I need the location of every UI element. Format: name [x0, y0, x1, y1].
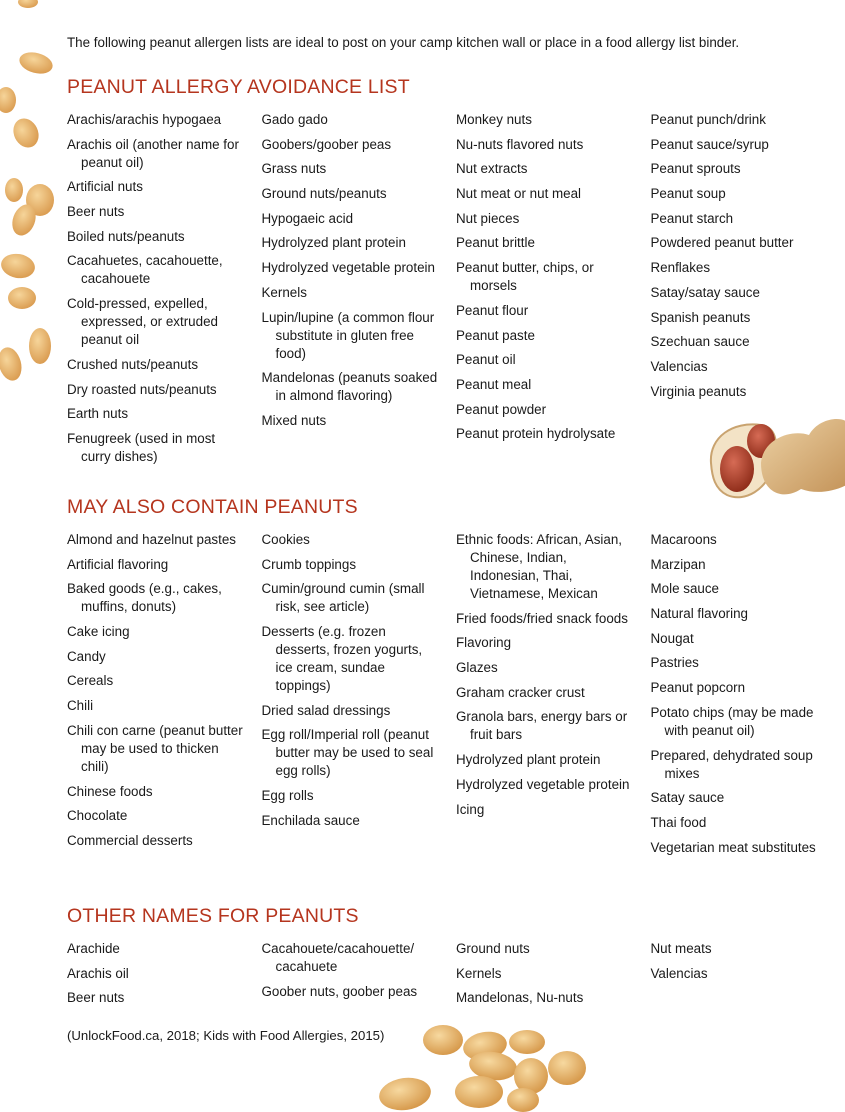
other-names-list [67, 940, 845, 1014]
list-item: Cereals [67, 673, 114, 689]
list-item: Earth nuts [67, 406, 129, 422]
list-item: Dried salad dressings [261, 702, 391, 718]
list-item: Spanish peanuts [650, 309, 751, 325]
list-item: Boiled nuts/peanuts [67, 228, 185, 244]
list-item: Chili [67, 698, 94, 714]
list-item: Vegetarian meat substitutes [650, 839, 816, 855]
heading-other-names: OTHER NAMES FOR PEANUTS [67, 905, 359, 927]
list-item: Egg roll/Imperial roll (peanut butter may be used to seal egg rolls) [261, 727, 434, 779]
list-item: Satay sauce [650, 790, 725, 806]
list-item: Peanut meal [456, 376, 532, 392]
list-item: Ethnic foods: African, Asian, Chinese, Indian, Indonesian, Thai, Vietnamese, Mexican [456, 532, 622, 601]
list-item: Egg rolls [261, 788, 314, 804]
list-item: Mandelonas (peanuts soaked in almond flavoring) [261, 370, 438, 404]
may-contain-column-2 [262, 531, 457, 863]
list-item: Cookies [261, 532, 310, 547]
list-item: Candy [67, 648, 106, 664]
list-item: Baked goods (e.g., cakes, muffins, donuts) [67, 581, 222, 615]
list-item: Macaroons [650, 532, 717, 547]
list-item: Valencias [650, 965, 708, 981]
list-item: Beer nuts [67, 204, 125, 220]
list-item: Chocolate [67, 808, 128, 824]
list-item: Cold-pressed, expelled, expressed, or extruded peanut oil [67, 296, 218, 348]
list-item: Chili con carne (peanut butter may be used to thicken chili) [67, 722, 243, 774]
list-item: Thai food [650, 814, 707, 830]
list-item: Grass nuts [261, 161, 327, 177]
list-item: Commercial desserts [67, 832, 193, 848]
list-item: Natural flavoring [650, 606, 749, 622]
intro-text: The following peanut allergen lists are ideal to post on your camp kitchen wall or place in a food allergy list binder. [67, 35, 740, 50]
list-item: Peanut oil [456, 352, 516, 368]
list-item: Peanut sauce/syrup [650, 136, 769, 152]
list-item: Arachis oil [67, 965, 129, 981]
avoidance-column-2 [262, 111, 457, 473]
list-item: Marzipan [650, 556, 706, 572]
list-item: Peanut punch/drink [650, 112, 766, 127]
list-item: Peanut paste [456, 327, 535, 343]
peanut-half-icon [377, 1025, 586, 1112]
list-item: Ground nuts [456, 941, 530, 956]
list-item: Cacahouete/cacahouette/ cacahuete [261, 941, 415, 974]
list-item: Prepared, dehydrated soup mixes [650, 747, 813, 781]
list-item: Potato chips (may be made with peanut oil) [650, 704, 814, 738]
avoidance-column-1 [67, 111, 262, 473]
list-item: Valencias [650, 358, 708, 374]
list-item: Pastries [650, 655, 699, 671]
list-item: Nut meat or nut meal [456, 186, 582, 202]
list-item: Peanut soup [650, 186, 726, 202]
list-item: Kernels [261, 284, 307, 300]
citation: (UnlockFood.ca, 2018; Kids with Food Allergies, 2015) [67, 1028, 385, 1043]
list-item: Hydrolyzed vegetable protein [261, 260, 435, 276]
list-item: Icing [456, 801, 485, 817]
list-item: Fried foods/fried snack foods [456, 610, 628, 626]
list-item: Enchilada sauce [261, 812, 360, 828]
avoidance-column-3 [456, 111, 651, 473]
list-item: Szechuan sauce [650, 334, 750, 350]
list-item: Peanut butter, chips, or morsels [456, 260, 594, 294]
list-item: Goober nuts, goober peas [261, 983, 418, 999]
list-item: Hydrolyzed vegetable protein [456, 776, 630, 792]
list-item: Arachis oil (another name for peanut oil) [67, 136, 239, 170]
other-names-column-3 [456, 940, 651, 1014]
list-item: Cumin/ground cumin (small risk, see article) [261, 581, 425, 615]
list-item: Cake icing [67, 624, 130, 640]
list-item: Arachis/arachis hypogaea [67, 112, 222, 127]
scattered-peanuts-image [0, 0, 62, 400]
list-item: Mandelonas, Nu-nuts [456, 990, 584, 1006]
avoidance-list [67, 111, 845, 473]
list-item: Desserts (e.g. frozen desserts, frozen yogurts, ice cream, sundae toppings) [261, 624, 423, 694]
list-item: Crushed nuts/peanuts [67, 356, 199, 372]
list-item: Chinese foods [67, 783, 153, 799]
list-item: Granola bars, energy bars or fruit bars [456, 709, 628, 743]
list-item: Gado gado [261, 112, 328, 127]
list-item: Artificial nuts [67, 179, 143, 195]
list-item: Peanut protein hydrolysate [456, 426, 616, 442]
list-item: Renflakes [650, 260, 711, 276]
list-item: Kernels [456, 965, 502, 981]
list-item: Flavoring [456, 635, 512, 651]
list-item: Peanut flour [456, 302, 529, 318]
list-item: Glazes [456, 660, 498, 676]
list-item: Artificial flavoring [67, 556, 169, 572]
list-item: Almond and hazelnut pastes [67, 532, 236, 547]
list-item: Nougat [650, 630, 694, 646]
peanut-pile-image [375, 1020, 595, 1112]
list-item: Goobers/goober peas [261, 136, 392, 152]
may-contain-column-3 [456, 531, 651, 863]
list-item: Beer nuts [67, 990, 125, 1006]
list-item: Lupin/lupine (a common flour substitute in gluten free food) [261, 309, 435, 361]
list-item: Fenugreek (used in most curry dishes) [67, 430, 216, 464]
list-item: Crumb toppings [261, 556, 357, 572]
other-names-column-2 [262, 940, 457, 1014]
may-contain-column-1 [67, 531, 262, 863]
list-item: Arachide [67, 941, 120, 956]
list-item: Mole sauce [650, 581, 719, 597]
list-item: Hypogaeic acid [261, 210, 354, 226]
list-item: Ground nuts/peanuts [261, 186, 387, 202]
may-contain-column-4 [651, 531, 845, 863]
list-item: Hydrolyzed plant protein [456, 752, 601, 768]
list-item: Virginia peanuts [650, 383, 747, 399]
avoidance-column-4 [651, 111, 845, 473]
list-item: Peanut starch [650, 210, 734, 226]
heading-avoidance-list: PEANUT ALLERGY AVOIDANCE LIST [67, 76, 410, 98]
list-item: Nut meats [650, 941, 712, 956]
list-item: Graham cracker crust [456, 684, 585, 700]
list-item: Mixed nuts [261, 412, 327, 428]
list-item: Satay/satay sauce [650, 284, 760, 300]
may-contain-list [67, 531, 845, 863]
list-item: Peanut sprouts [650, 161, 741, 177]
list-item: Monkey nuts [456, 112, 532, 127]
list-item: Nu-nuts flavored nuts [456, 136, 584, 152]
other-names-column-4 [651, 940, 845, 1014]
list-item: Nut extracts [456, 161, 528, 177]
list-item: Nut pieces [456, 210, 520, 226]
heading-may-contain: MAY ALSO CONTAIN PEANUTS [67, 496, 358, 518]
list-item: Powdered peanut butter [650, 235, 794, 251]
list-item: Peanut powder [456, 401, 547, 417]
list-item: Peanut brittle [456, 235, 535, 251]
list-item: Cacahuetes, cacahouette, cacahouete [67, 253, 223, 287]
peanut-half-icon [0, 0, 55, 383]
other-names-column-1 [67, 940, 262, 1014]
list-item: Peanut popcorn [650, 680, 746, 696]
list-item: Dry roasted nuts/peanuts [67, 381, 217, 397]
list-item: Hydrolyzed plant protein [261, 235, 406, 251]
